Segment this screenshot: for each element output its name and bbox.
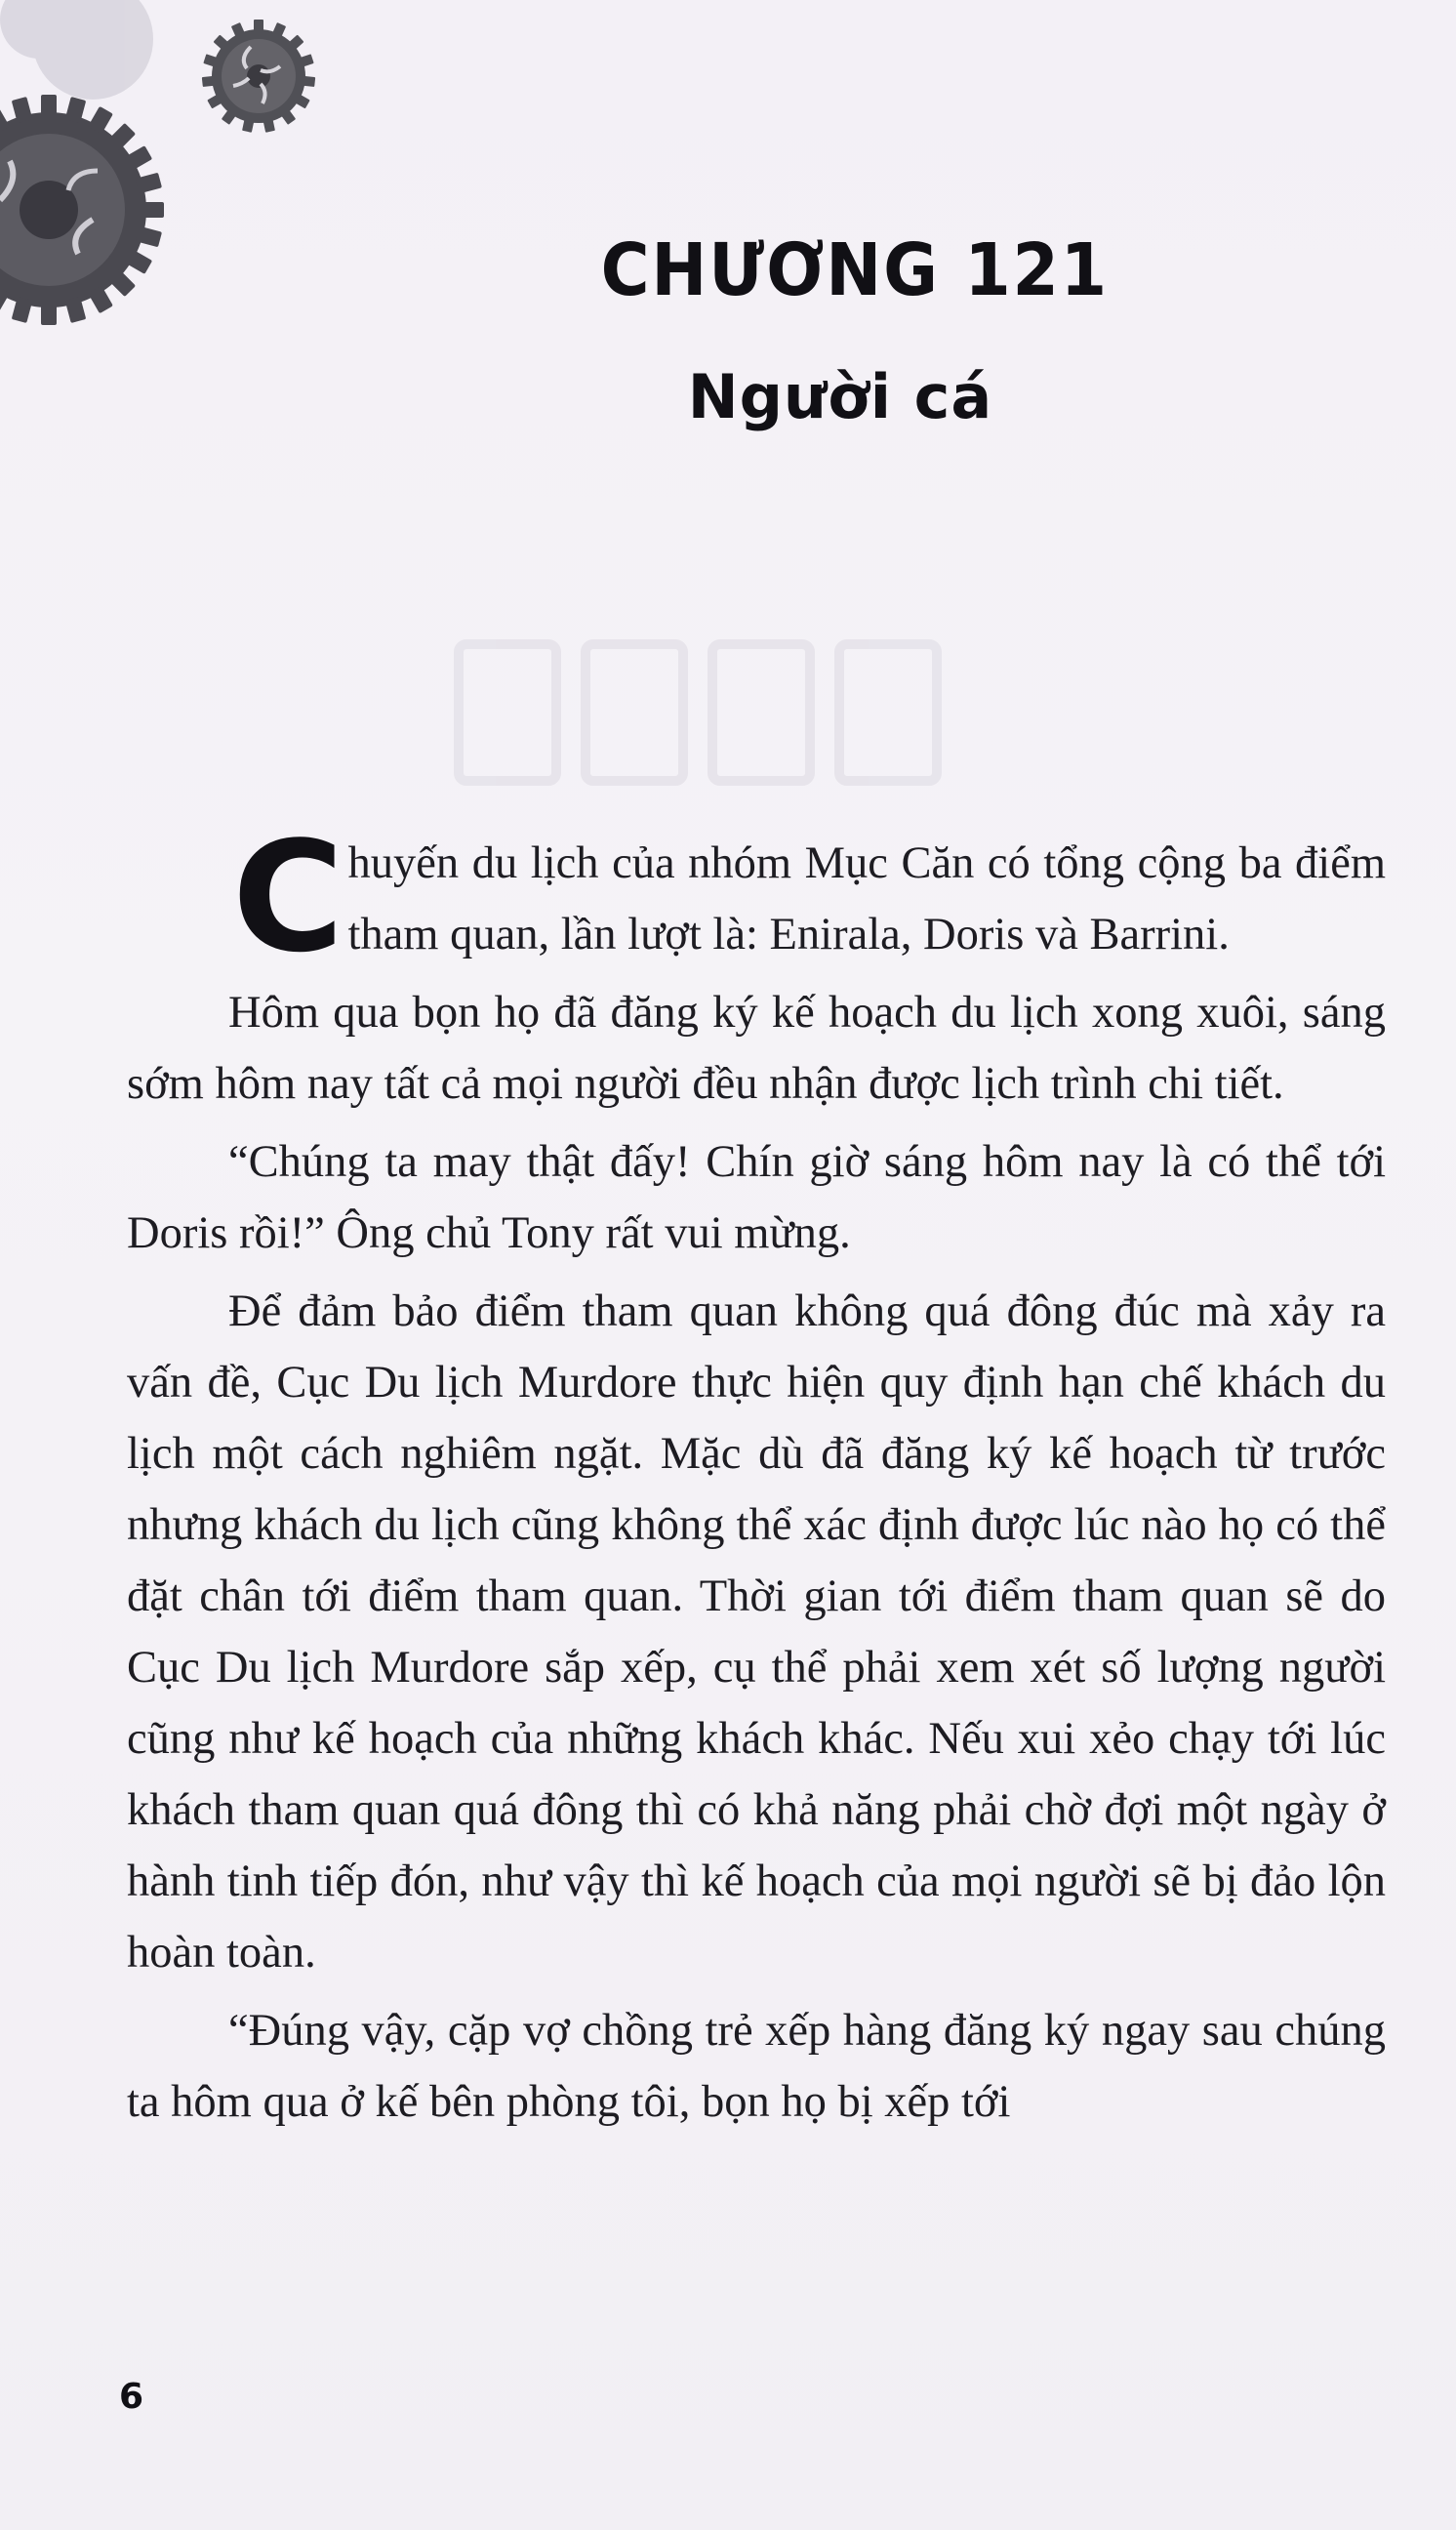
paragraph-5: “Đúng vậy, cặp vợ chồng trẻ xếp hàng đăng ký ngay sau chúng ta hôm qua ở kế bên phòng tôi, bọn họ bị xếp tới [127,2006,1386,2127]
chapter-title [0,361,1456,432]
chapter-number: CHƯƠNG 121 [600,228,1110,312]
chapter-title-text: Người cá [687,361,993,432]
paragraph-2: Hôm qua bọn họ đã đăng ký kế hoạch du lịch xong xuôi, sáng sớm hôm nay tất cả mọi người đều nhận được lịch trình chi tiết. [127,988,1386,1109]
watermark-logo [439,625,1025,800]
paragraph-4: Để đảm bảo điểm tham quan không quá đông đúc mà xảy ra vấn đề, Cục Du lịch Murdore thực hiện quy định hạn chế khách du lịch một cách nghiêm ngặt. Mặc dù đã đăng ký kế hoạch từ trước nhưng khách du lịch cũng không thể xác định được lúc nào họ có thể đặt chân tới điểm tham quan. Thời gian tới điểm tham quan sẽ do Cục Du lịch Murdore sắp xếp, cụ thể phải xem xét số lượng người cũng như kế hoạch của những khách khác. Nếu xui xẻo chạy tới lúc khách tham quan quá đông thì có khả năng phải chờ đợi một ngày ở hành tinh tiếp đón, như vậy thì kế hoạch của mọi người sẽ bị đảo lộn hoàn toàn. [127,1286,1386,1978]
page-number: 6 [119,2377,144,2417]
drop-cap: C [232,808,344,986]
chapter-heading [0,228,1456,312]
paragraph-3: “Chúng ta may thật đấy! Chín giờ sáng hôm nay là có thể tới Doris rồi!” Ông chủ Tony rất vui mừng. [127,1137,1386,1258]
paragraph-1-text: huyến du lịch của nhóm Mục Căn có tổng cộng ba điểm tham quan, lần lượt là: Enirala, Doris và Barrini. [347,838,1386,959]
paragraph-1 [127,808,1386,986]
chapter-body [127,808,1386,2144]
